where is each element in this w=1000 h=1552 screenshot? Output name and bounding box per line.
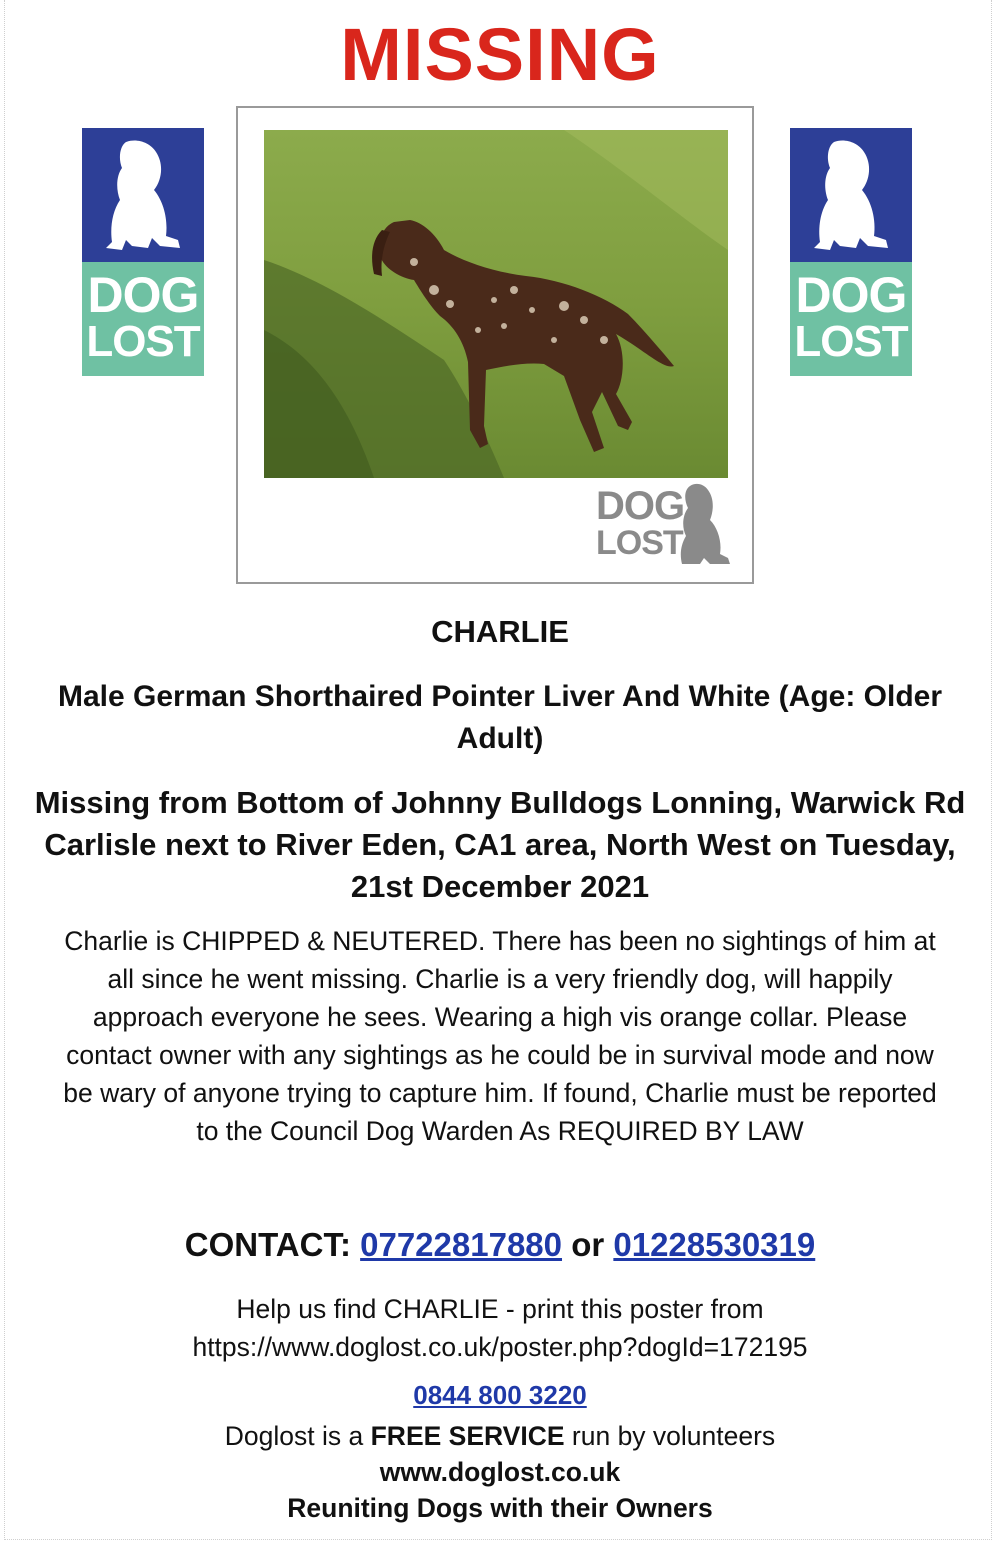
poster-title: MISSING	[340, 13, 660, 96]
footer-tagline: Reuniting Dogs with their Owners	[287, 1493, 713, 1523]
footer-prefix: Doglost is a	[224, 1421, 364, 1451]
dog-description: Male German Shorthaired Pointer Liver And White (Age: Older Adult)	[57, 680, 943, 755]
doglost-logo-right	[790, 128, 912, 376]
logo-line1: DOG	[795, 267, 907, 323]
doglost-logo-left	[82, 128, 204, 376]
footer-phone-link[interactable]: 0844 800 3220	[413, 1380, 587, 1410]
logo-text-panel	[790, 262, 912, 376]
dog-photo-image	[264, 130, 728, 478]
help-text	[0, 1290, 1000, 1366]
logo-line1: DOG	[87, 267, 199, 323]
footer-phone	[0, 1380, 1000, 1411]
logo-line2: LOST	[86, 317, 200, 366]
phone-link-1[interactable]: 07722817880	[360, 1226, 563, 1263]
logo-line2: LOST	[794, 317, 908, 366]
contact-line	[0, 1226, 1000, 1264]
footer-service-line	[0, 1418, 1000, 1454]
photo-watermark-logo	[596, 480, 736, 568]
dog-details: Charlie is CHIPPED & NEUTERED. There has been no sightings of him at all since he went missing. Charlie is a very friendly dog, will happily approach everyone he sees. Wearing a high vis orange collar. Please contact owner with any sightings as he could be in survival mode and now be wary of anyone trying to capture him. If found, Charlie must be reported to the Council Dog Warden As REQUIRED BY LAW	[63, 926, 937, 1146]
photo-frame	[236, 106, 754, 584]
watermark-line2: LOST	[596, 524, 683, 562]
watermark-line1: DOG	[596, 484, 685, 528]
phone-link-2[interactable]: 01228530319	[613, 1226, 816, 1263]
watermark-dog-icon	[670, 480, 736, 568]
missing-location: Missing from Bottom of Johnny Bulldogs Lonning, Warwick Rd Carlisle next to River Eden, CA1 area, North West on Tuesday, 21st December 2021	[34, 785, 966, 904]
contact-or: or	[571, 1226, 605, 1263]
poster-url: https://www.doglost.co.uk/poster.php?dogId=172195	[192, 1332, 808, 1362]
contact-label: CONTACT:	[184, 1226, 351, 1263]
sitting-dog-icon	[790, 128, 912, 262]
footer-free-service: FREE SERVICE	[370, 1421, 565, 1451]
sitting-dog-icon	[82, 128, 204, 262]
footer	[0, 1418, 1000, 1526]
logo-dog-panel	[790, 128, 912, 262]
help-line1: Help us find CHARLIE - print this poster from	[236, 1294, 764, 1324]
logo-text-panel	[82, 262, 204, 376]
dog-photo	[264, 130, 728, 478]
footer-suffix: run by volunteers	[571, 1421, 776, 1451]
footer-website: www.doglost.co.uk	[379, 1457, 621, 1487]
dog-name: CHARLIE	[431, 614, 569, 649]
logo-dog-panel	[82, 128, 204, 262]
